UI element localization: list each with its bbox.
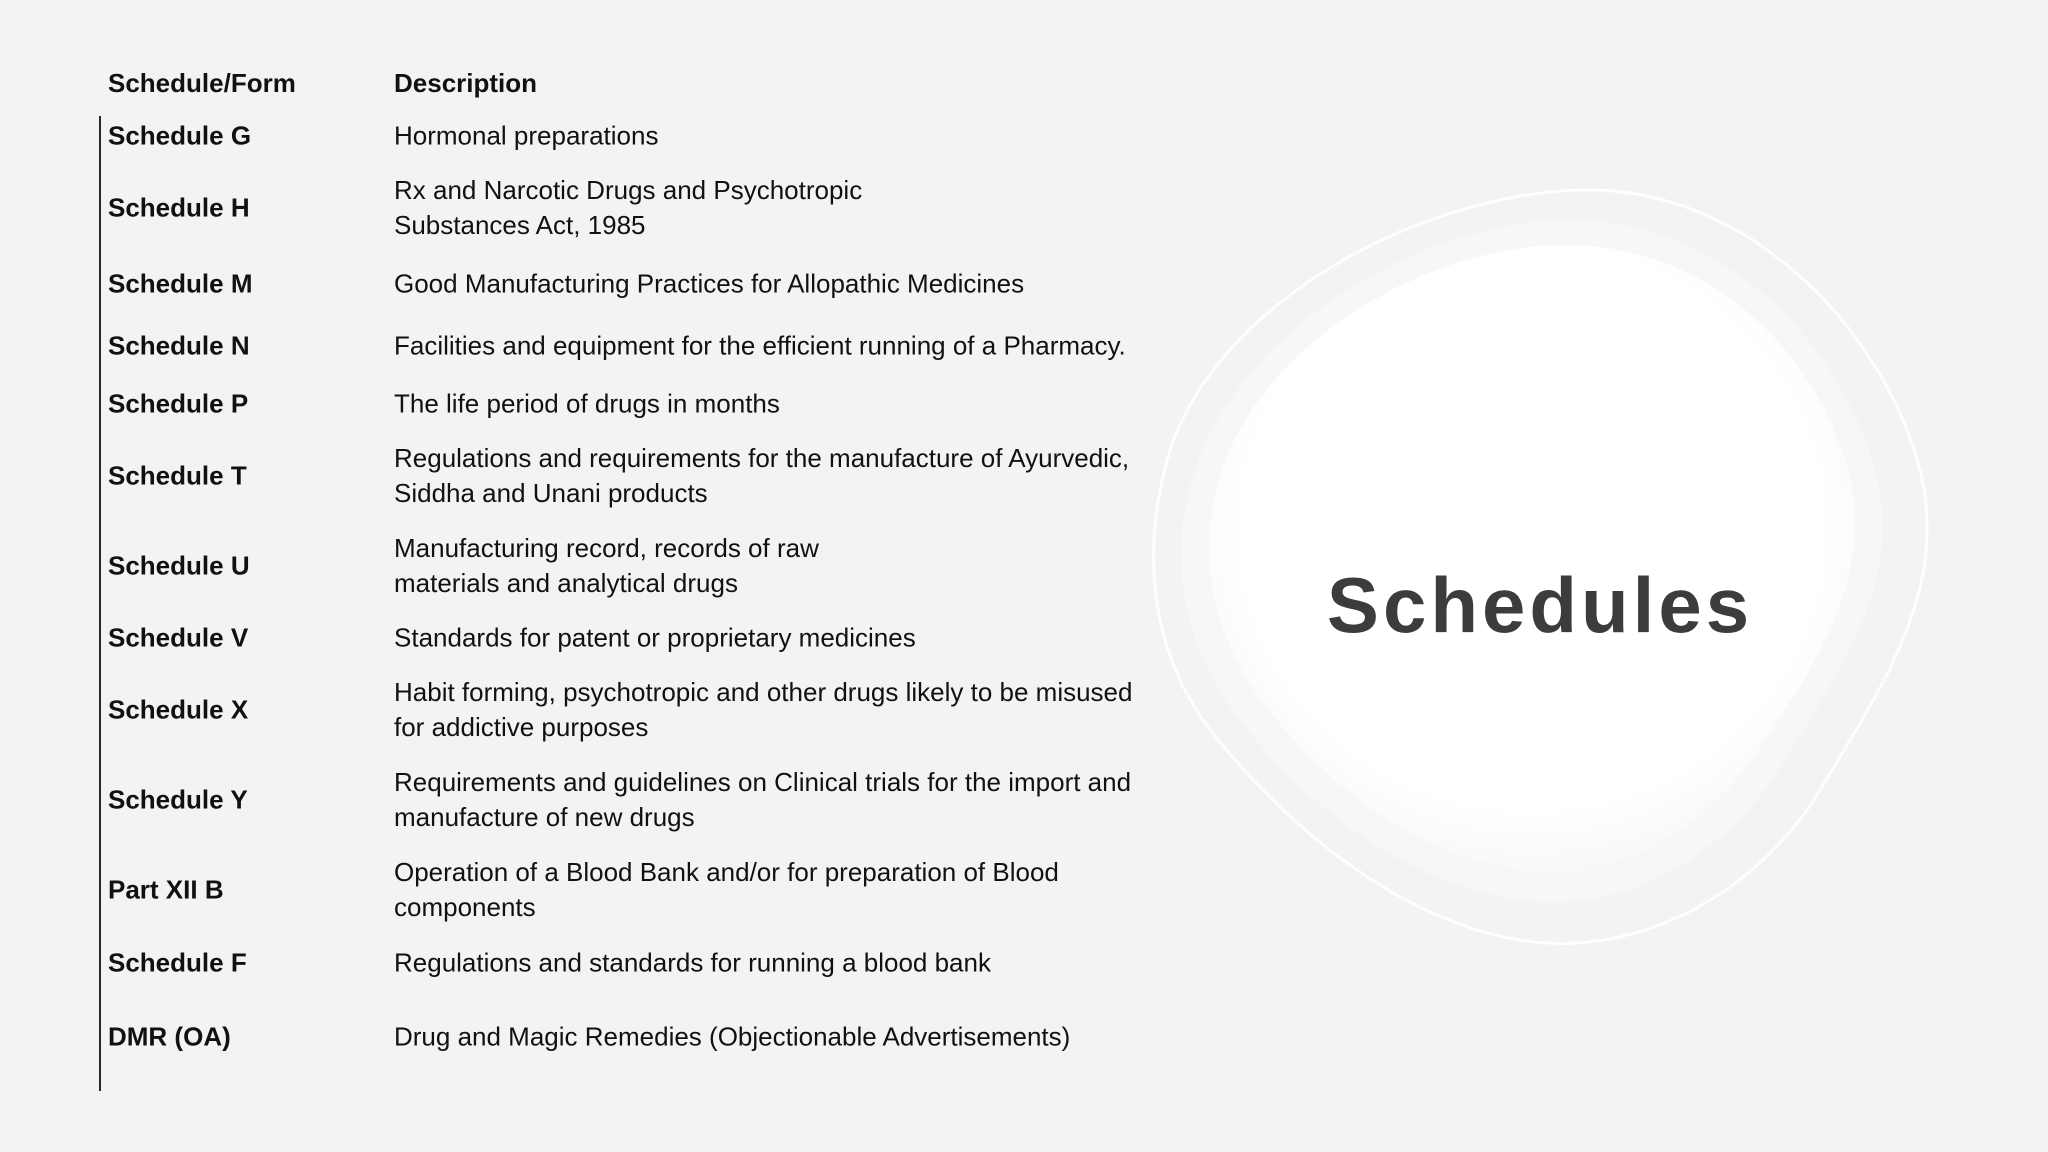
description-line: Manufacturing record, records of raw xyxy=(394,533,819,563)
table-row xyxy=(0,384,1150,424)
description-line: Hormonal preparations xyxy=(394,120,659,151)
table-row xyxy=(0,326,1150,366)
row-description xyxy=(394,441,1154,511)
description-line: Substances Act, 1985 xyxy=(394,210,646,240)
table-row xyxy=(0,530,1150,602)
row-description xyxy=(394,621,1154,656)
row-name: Schedule X xyxy=(108,694,249,725)
description-line: manufacture of new drugs xyxy=(394,802,695,832)
description-line: for addictive purposes xyxy=(394,712,649,742)
row-name: Schedule P xyxy=(108,388,249,419)
description-line: Rx and Narcotic Drugs and Psychotropic xyxy=(394,175,863,205)
description-line: components xyxy=(394,892,536,922)
row-description xyxy=(394,765,1154,835)
table-row xyxy=(0,618,1150,658)
row-name: DMR (OA) xyxy=(108,1021,231,1052)
table-row xyxy=(0,674,1150,746)
description-line: The life period of drugs in months xyxy=(394,388,780,419)
table-row xyxy=(0,116,1150,156)
table-row xyxy=(0,764,1150,836)
description-line: Regulations and standards for running a blood bank xyxy=(394,947,991,978)
row-name: Schedule H xyxy=(108,192,250,223)
description-line: Operation of a Blood Bank and/or for preparation of Blood xyxy=(394,857,1059,887)
description-line: Drug and Magic Remedies (Objectionable Advertisements) xyxy=(394,1021,1071,1052)
description-line: Requirements and guidelines on Clinical trials for the import and xyxy=(394,767,1132,797)
table-row xyxy=(0,264,1150,304)
row-name: Schedule N xyxy=(108,330,250,361)
description-line: Standards for patent or proprietary medicines xyxy=(394,622,916,653)
row-name: Part XII B xyxy=(108,874,224,905)
table-row xyxy=(0,440,1150,512)
description-line: materials and analytical drugs xyxy=(394,568,738,598)
row-description xyxy=(394,387,1154,422)
table-header xyxy=(0,62,1150,102)
table-row xyxy=(0,172,1150,244)
row-description xyxy=(394,267,1154,302)
table-row xyxy=(0,943,1150,983)
row-description xyxy=(394,1020,1154,1055)
row-name: Schedule F xyxy=(108,947,247,978)
slide-title: Schedules xyxy=(1326,561,1754,649)
description-line: Regulations and requirements for the manufacture of Ayurvedic, xyxy=(394,443,1130,473)
row-description xyxy=(394,119,1154,154)
row-description xyxy=(394,531,1154,601)
row-name: Schedule Y xyxy=(108,784,248,815)
row-name: Schedule T xyxy=(108,460,247,491)
row-name: Schedule M xyxy=(108,268,253,299)
header-schedule: Schedule/Form xyxy=(108,68,296,98)
description-line: Good Manufacturing Practices for Allopathic Medicines xyxy=(394,268,1025,299)
table-row xyxy=(0,854,1150,926)
description-line: Siddha and Unani products xyxy=(394,478,708,508)
row-description xyxy=(394,329,1154,364)
row-description xyxy=(394,946,1154,981)
header-description: Description xyxy=(394,68,538,98)
row-description xyxy=(394,675,1154,745)
row-name: Schedule G xyxy=(108,120,252,151)
row-description xyxy=(394,855,1154,925)
description-line: Habit forming, psychotropic and other drugs likely to be misused xyxy=(394,677,1133,707)
row-description xyxy=(394,173,1154,243)
description-line: Facilities and equipment for the efficient running of a Pharmacy. xyxy=(394,330,1126,361)
row-name: Schedule U xyxy=(108,550,250,581)
row-name: Schedule V xyxy=(108,622,249,653)
table-row xyxy=(0,1017,1150,1057)
